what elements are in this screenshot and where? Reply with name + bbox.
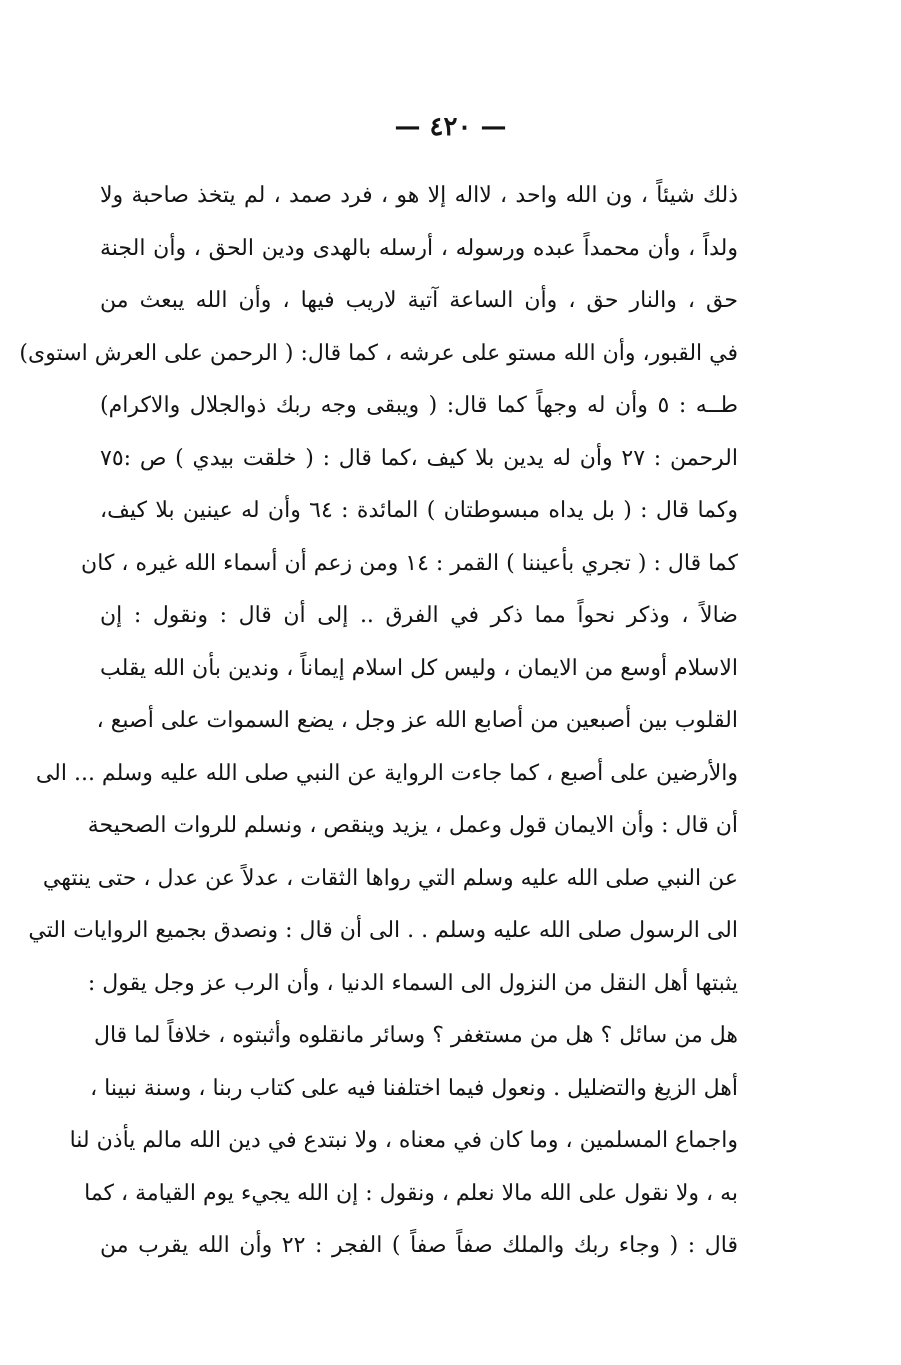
text-line-15: الى الرسول صلى الله عليه وسلم . . الى أن قال : ونصدق بجميع الروايات التي bbox=[28, 918, 738, 943]
text-line-11: القلوب بين أصبعين من أصابع الله عز وجل ، يضع السموات على أصبع ، bbox=[96, 708, 738, 733]
text-line-5: طــه : ٥ وأن له وجهاً كما قال: ( ويبقى وجه ربك ذوالجلال والاكرام) bbox=[100, 393, 738, 418]
text-line-13: أن قال : وأن الايمان قول وعمل ، يزيد وينقص ، ونسلم للروات الصحيحة bbox=[87, 813, 738, 838]
text-line-2: ولداً ، وأن محمداً عبده ورسوله ، أرسله بالهدى ودين الحق ، وأن الجنة bbox=[100, 235, 738, 261]
text-line-7: وكما قال : ( بل يداه مبسوطتان ) المائدة : ٦٤ وأن له عينين بلا كيف، bbox=[100, 498, 738, 523]
text-line-16: يثبتها أهل النقل من النزول الى السماء الدنيا ، وأن الرب عز وجل يقول : bbox=[87, 970, 738, 996]
text-line-9: ضالاً ، وذكر نحواً مما ذكر في الفرق .. إلى أن قال : ونقول : إن bbox=[100, 603, 738, 628]
page-number: — ٤٢٠ — bbox=[394, 112, 507, 142]
text-line-17: هل من سائل ؟ هل من مستغفر ؟ وسائر مانقلوه وأثبتوه ، خلافاً لما قال bbox=[93, 1023, 738, 1048]
text-line-21: قال : ( وجاء ربك والملك صفاً صفاً ) الفجر : ٢٢ وأن الله يقرب من bbox=[100, 1233, 738, 1258]
text-line-4: في القبور، وأن الله مستو على عرشه ، كما قال: ( الرحمن على العرش استوى) bbox=[19, 340, 738, 366]
text-line-6: الرحمن : ٢٧ وأن له يدين بلا كيف ،كما قال : ( خلقت بيدي ) ص :٧٥ bbox=[100, 445, 738, 471]
text-line-19: واجماع المسلمين ، وما كان في معناه ، ولا نبتدع في دين الله مالم يأذن لنا bbox=[69, 1128, 738, 1153]
text-line-1: ذلك شيئاً ، ون الله واحد ، لااله إلا هو ، فرد صمد ، لم يتخذ صاحبة ولا bbox=[100, 183, 738, 208]
text-line-10: الاسلام أوسع من الايمان ، وليس كل اسلام إيماناً ، وندين بأن الله يقلب bbox=[100, 655, 738, 681]
text-line-18: أهل الزيغ والتضليل . ونعول فيما اختلفنا فيه على كتاب ربنا ، وسنة نبينا ، bbox=[90, 1075, 738, 1101]
text-line-3: حق ، والنار حق ، وأن الساعة آتية لاريب فيها ، وأن الله يبعث من bbox=[100, 288, 738, 313]
text-line-20: به ، ولا نقول على الله مالا نعلم ، ونقول : إن الله يجيء يوم القيامة ، كما bbox=[84, 1180, 738, 1206]
body-text bbox=[19, 174, 738, 1277]
text-line-14: عن النبي صلى الله عليه وسلم التي رواها الثقات ، عدلاً عن عدل ، حتى ينتهي bbox=[42, 865, 738, 891]
text-line-12: والأرضين على أصبع ، كما جاءت الرواية عن النبي صلى الله عليه وسلم ... الى bbox=[35, 760, 738, 786]
text-line-8: كما قال : ( تجري بأعيننا ) القمر : ١٤ ومن زعم أن أسماء الله غيره ، كان bbox=[81, 550, 738, 576]
